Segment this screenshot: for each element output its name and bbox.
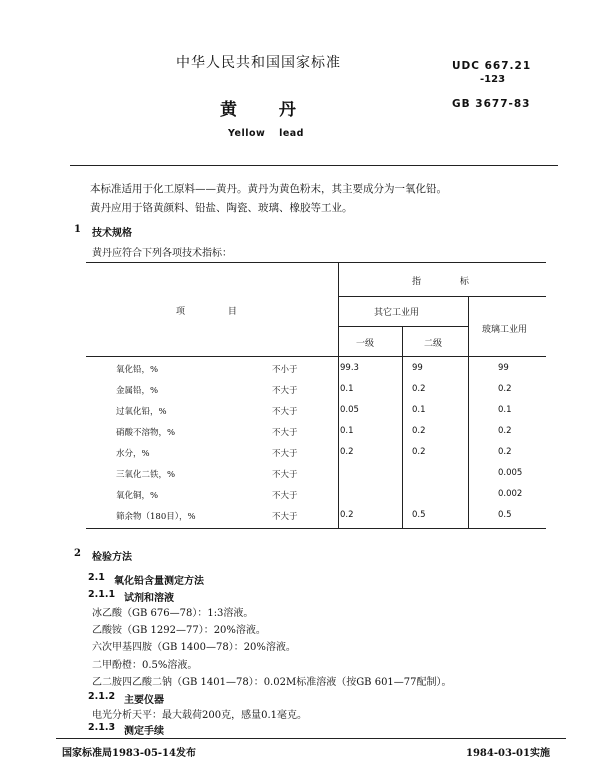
table-bottom-rule xyxy=(86,528,546,529)
row-grade-1: 0.05 xyxy=(340,405,359,415)
udc-code: UDC 667.21 xyxy=(452,60,532,72)
intro-line-2: 黄丹应用于铬黄颜料、铅盐、陶瓷、玻璃、橡胶等工业。 xyxy=(90,202,353,214)
subsection-2-1-3-number: 2.1.3 xyxy=(88,722,116,733)
row-grade-2: 0.2 xyxy=(412,384,426,394)
subsection-2-1-title: 氧化铅含量测定方法 xyxy=(114,576,204,587)
row-grade-2: 0.1 xyxy=(412,405,426,415)
effective-date: 1984-03-01实施 xyxy=(466,748,550,759)
row-condition: 不小于 xyxy=(272,365,298,375)
table-header-item: 项 目 xyxy=(176,307,237,317)
table-header-glass: 玻璃工业用 xyxy=(482,325,528,335)
section-2-title: 检验方法 xyxy=(92,552,132,563)
reagent-item: 乙二胺四乙酸二钠（GB 1401—78）：0.02M标准溶液（按GB 601—77配制）。 xyxy=(92,677,452,688)
row-name: 三氧化二铁，% xyxy=(116,470,176,480)
row-condition: 不大于 xyxy=(272,512,298,522)
index-subrule xyxy=(338,296,546,297)
row-grade-2: 0.2 xyxy=(412,426,426,436)
section-1-title: 技术规格 xyxy=(92,228,132,239)
row-grade-2: 0.2 xyxy=(412,447,426,457)
row-name: 筛余物（180目），% xyxy=(116,512,196,522)
row-condition: 不大于 xyxy=(272,491,298,501)
udc-code-suffix: -123 xyxy=(480,74,506,85)
reagent-item: 乙酸铵（GB 1292—77）：20%溶液。 xyxy=(92,625,266,636)
document-title: 黄 丹 xyxy=(220,100,296,120)
row-glass: 0.2 xyxy=(498,447,512,457)
subsection-2-1-number: 2.1 xyxy=(88,572,105,583)
subsection-2-1-2-title: 主要仪器 xyxy=(124,695,164,706)
subsection-2-1-3-title: 测定手续 xyxy=(124,726,164,737)
row-glass: 0.2 xyxy=(498,384,512,394)
table-top-rule xyxy=(86,262,546,263)
section-2-number: 2 xyxy=(74,548,81,559)
row-glass: 0.005 xyxy=(498,468,523,478)
table-header-index: 指 标 xyxy=(412,277,469,287)
reagent-item: 六次甲基四胺（GB 1400—78）：20%溶液。 xyxy=(92,642,296,653)
intro-line-1: 本标准适用于化工原料——黄丹。黄丹为黄色粉末，其主要成分为一氧化铅。 xyxy=(90,183,447,195)
table-row xyxy=(86,463,546,484)
header-rule xyxy=(70,165,558,166)
row-name: 金属铅，% xyxy=(116,386,159,396)
subsection-2-1-1-title: 试剂和溶液 xyxy=(124,593,174,604)
row-glass: 0.1 xyxy=(498,405,512,415)
reagent-item: 二甲酚橙：0.5%溶液。 xyxy=(92,660,198,671)
row-name: 硝酸不溶物，% xyxy=(116,428,176,438)
row-grade-1: 0.1 xyxy=(340,384,354,394)
subsection-2-1-2-number: 2.1.2 xyxy=(88,691,116,702)
row-name: 过氧化铅，% xyxy=(116,407,167,417)
section-1-lead: 黄丹应符合下列各项技术指标： xyxy=(92,248,232,259)
row-glass: 0.5 xyxy=(498,510,512,520)
table-header-rule xyxy=(86,356,546,357)
other-subrule xyxy=(338,326,468,327)
footer-rule xyxy=(56,738,566,739)
row-name: 水分，% xyxy=(116,449,150,459)
section-1-number: 1 xyxy=(74,224,81,235)
row-glass: 99 xyxy=(498,363,509,373)
table-header-grade-1: 一级 xyxy=(356,339,375,349)
table-header-grade-2: 二级 xyxy=(424,339,443,349)
instrument-item: 电光分析天平：最大载荷200克，感量0.1毫克。 xyxy=(92,710,307,721)
row-condition: 不大于 xyxy=(272,407,298,417)
row-glass: 0.2 xyxy=(498,426,512,436)
row-condition: 不大于 xyxy=(272,449,298,459)
row-name: 氧化铅，% xyxy=(116,365,159,375)
english-title: Yellow lead xyxy=(228,128,304,139)
table-row xyxy=(86,421,546,442)
row-glass: 0.002 xyxy=(498,489,523,499)
row-name: 氧化铜，% xyxy=(116,491,159,501)
row-grade-1: 99.3 xyxy=(340,363,359,373)
table-row xyxy=(86,442,546,463)
table-row xyxy=(86,505,546,526)
row-condition: 不大于 xyxy=(272,386,298,396)
standard-org: 中华人民共和国国家标准 xyxy=(176,55,341,71)
table-row xyxy=(86,379,546,400)
table-header-other: 其它工业用 xyxy=(374,308,420,318)
issue-date: 国家标准局1983-05-14发布 xyxy=(62,748,196,759)
row-grade-1: 0.1 xyxy=(340,426,354,436)
row-grade-1: 0.2 xyxy=(340,447,354,457)
subsection-2-1-1-number: 2.1.1 xyxy=(88,589,116,600)
row-grade-1: 0.2 xyxy=(340,510,354,520)
table-row xyxy=(86,400,546,421)
reagent-item: 冰乙酸（GB 676—78）：1:3溶液。 xyxy=(92,608,254,619)
gb-number: GB 3677-83 xyxy=(452,98,531,110)
row-grade-2: 0.5 xyxy=(412,510,426,520)
spec-table-body xyxy=(86,358,546,526)
row-grade-2: 99 xyxy=(412,363,423,373)
row-condition: 不大于 xyxy=(272,428,298,438)
table-row xyxy=(86,358,546,379)
table-row xyxy=(86,484,546,505)
row-condition: 不大于 xyxy=(272,470,298,480)
